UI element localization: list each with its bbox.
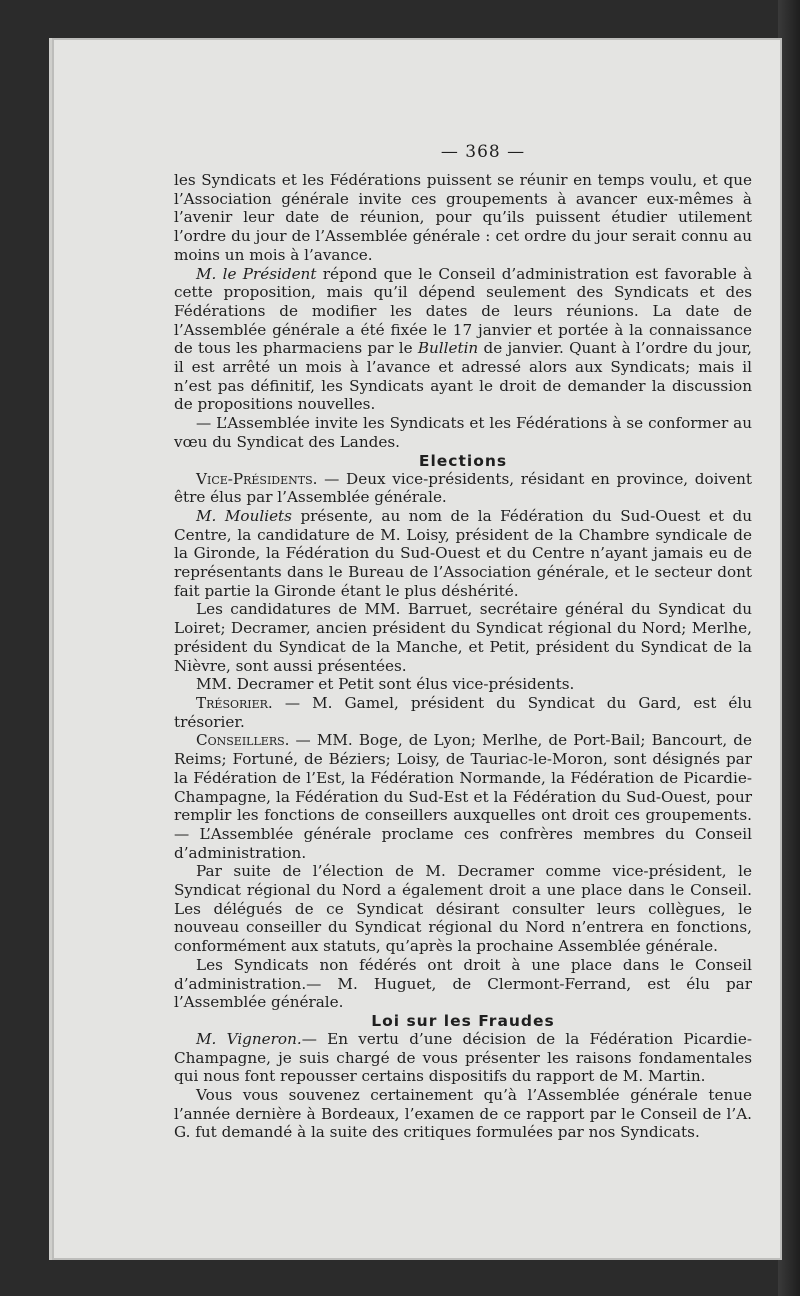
paragraph-vigneron: [174, 1030, 752, 1086]
mouliets-text: présente, au nom de la Fédération du Sud-Ouest et du Centre, la candidature de M. Loisy, président de la Chambre syndicale de la Gironde, la Fédération du Sud-Ouest et du Centre n’ayant jamais eu de représentants dans le Bureau de l’Association générale, et le secteur dont fait partie la Gironde étant le plus déshérité.: [174, 506, 752, 600]
speaker-vigneron: M. Vigneron.: [196, 1029, 302, 1048]
section-title-elections: Elections: [418, 451, 508, 470]
paragraph-decramer: Par suite de l’élection de M. Decramer comme vice-président, le Syndicat régional du Nord a également droit a une place dans le Conseil. Les délégués de ce Syndicat désirant consulter leurs collègues, le nouveau conseiller du Syndicat régional du Nord n’entrera en fonctions, conformément aux statuts, qu’après la prochaine Assemblée générale.: [174, 862, 752, 956]
speaker-president: M. le Président: [196, 264, 317, 283]
president-text-2: de janvier. Quant à l’ordre du jour, il est arrêté un mois à l’avance et adressé alors aux Syndicats; mais il n’est pas définitif, les Syndicats ayant le droit de demander la discussion de propositions nouvelles.: [174, 339, 752, 414]
conseillers-label: Conseillers.: [196, 731, 290, 750]
speaker-mouliets: M. Mouliets: [196, 506, 292, 525]
president-text: répond que le Conseil d’administration est favorable à cette proposition, mais qu’il dépend seulement des Syndicats et des Fédérations de modifier les dates de leurs réunions. La date de l’Assemblée générale a été fixée le 17 janvier et portée à la connaissance de tous les pharmaciens par le: [174, 264, 753, 358]
paragraph-1: les Syndicats et les Fédérations puissent se réunir en temps voulu, et que l’Association générale invite ces groupements à avancer eux-mêmes à l’avenir leur date de réunion, pour qu’ils puissent étudier utilement l’ordre du jour de l’Assemblée générale : cet ordre du jour serait connu au moins un mois à l’avance.: [174, 171, 752, 264]
conseillers-text: — MM. Boge, de Lyon; Merlhe, de Port-Bail; Bancourt, de Reims; Fortuné, de Béziers; Loisy, de Tauriac-le-Moron, sont désignés par la Fédération de l’Est, la Fédération Normande, la Fédération de Picardie-Champagne, la Fédération du Sud-Est et la Fédération du Sud-Ouest, pour remplir les fonctions de conseillers auxquelles ont droit ces groupements. — L’Assemblée générale proclame ces confrères membres du Conseil d’administration.: [174, 731, 752, 862]
vice-presidents-label: Vice-Présidents.: [196, 469, 318, 488]
paragraph-conseillers: [174, 731, 752, 862]
section-title-fraudes: Loi sur les Fraudes: [371, 1011, 555, 1030]
paragraph-elus: MM. Decramer et Petit sont élus vice-présidents.: [196, 675, 575, 694]
paragraph-mouliets: [174, 507, 752, 601]
paragraph-non-federes: Les Syndicats non fédérés ont droit à une place dans le Conseil d’administration.— M. Huguet, de Clermont-Ferrand, est élu par l’Assemblée générale.: [174, 955, 752, 1012]
paragraph-souvenez: Vous vous souvenez certainement qu’à l’Assemblée générale tenue l’année dernière à Bordeaux, l’examen de ce rapport par le Conseil de l’A. G. fut demandé à la suite des critiques formulées par nos Syndicats.: [174, 1086, 752, 1142]
paragraph-president: [174, 265, 752, 415]
paragraph-landes: — L’Assemblée invite les Syndicats et les Fédérations à se conformer au vœu du Syndicat des Landes.: [174, 414, 752, 451]
paragraph-tresorier: [174, 694, 752, 731]
bulletin-title: Bulletin: [417, 339, 479, 358]
page-number: — 368 —: [440, 142, 526, 162]
tresorier-label: Trésorier.: [196, 693, 273, 712]
vigneron-text: — En vertu d’une décision de la Fédération Picardie-Champagne, je suis chargé de vous présenter les raisons fondamentales qui nous font repousser certains dispositifs du rapport de M. Martin.: [174, 1029, 752, 1086]
paragraph-candidatures: Les candidatures de MM. Barruet, secrétaire général du Syndicat du Loiret; Decramer, ancien président du Syndicat régional du Nord; Merlhe, président du Syndicat de la Manche, et Petit, président du Syndicat de la Nièvre, sont aussi présentées.: [174, 600, 752, 675]
paragraph-vice-presidents: [174, 470, 752, 507]
vice-presidents-text: — Deux vice-présidents, résidant en province, doivent être élus par l’Assemblée générale.: [174, 469, 752, 507]
tresorier-text: — M. Gamel, président du Syndicat du Gard, est élu trésorier.: [174, 693, 752, 731]
document-page: [52, 38, 782, 1260]
page-content: [174, 142, 752, 1142]
